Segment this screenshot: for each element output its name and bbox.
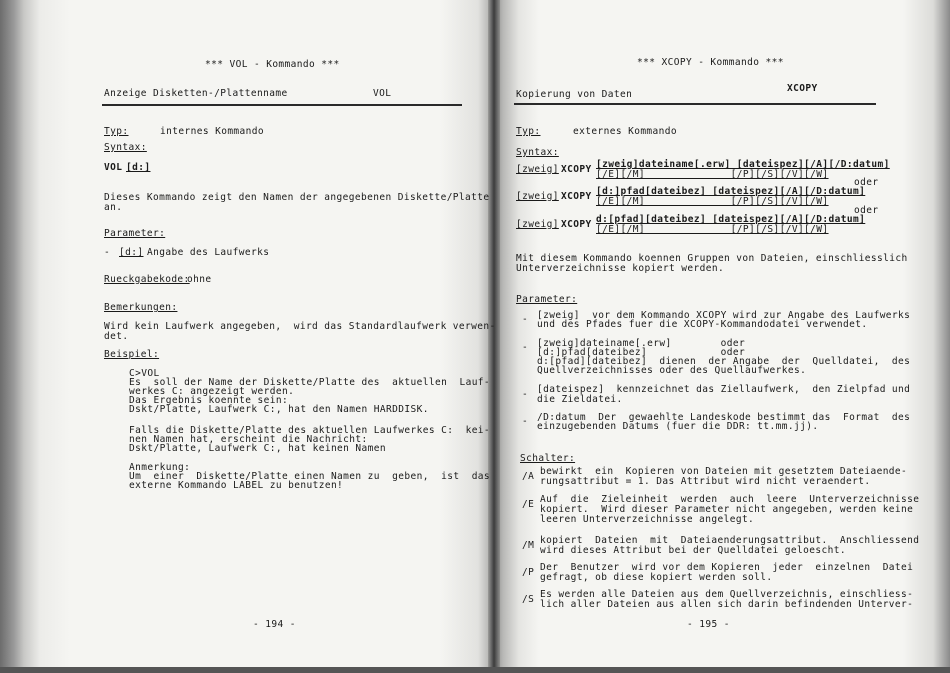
right-param-line: [dateispez] kennzeichnet das Ziellaufwerk, den Zielpfad und [537, 384, 911, 395]
right-param-line: [zweig]dateiname[.erw] oder [537, 338, 746, 349]
left-example-line: Das Ergebnis koennte sein: [129, 395, 289, 406]
left-param-code: [d:] [119, 247, 144, 258]
left-page-number: - 194 - [253, 619, 296, 630]
right-param-line: und des Pfades fuer die XCOPY-Kommandodatei verwendet. [537, 319, 868, 330]
left-typ-value: internes Kommando [160, 126, 265, 137]
right-param-dash: - [522, 314, 529, 325]
right-switch-flag: /E [522, 499, 535, 510]
right-switch-line: leeren Unterverzeichnisse angelegt. [540, 514, 755, 525]
right-syntax-cont: [/E][/M] [/P][/S][/V][/W] [596, 196, 829, 207]
left-example-line: Es soll der Name der Diskette/Platte des aktuellen Lauf- [129, 377, 491, 388]
left-rueck-label: Rueckgabekode: [104, 274, 190, 285]
left-example-line: Anmerkung: [129, 462, 191, 473]
right-param-line: d:[pfad][dateibez] dienen der Angabe der Quelldatei, des [537, 356, 911, 367]
left-bemerk-text-2: det. [104, 331, 129, 342]
right-page-number: - 195 - [687, 619, 730, 630]
right-switch-line: Auf die Zieleinheit werden auch leere Unterverzeichnisse [540, 494, 920, 505]
left-example-line: nen Namen hat, erscheint die Nachricht: [129, 434, 368, 445]
left-description-2: an. [104, 202, 123, 213]
right-switch-line: wird dieses Attribut bei der Quelldatei geloescht. [540, 545, 846, 556]
right-switch-line: rungsattribut = 1. Das Attribut wird nicht veraendert. [540, 476, 871, 487]
right-param-dash: - [522, 342, 529, 353]
left-bemerk-text-1: Wird kein Laufwerk angegeben, wird das Standardlaufwerk verwen- [104, 321, 496, 332]
left-parameter-label: Parameter: [104, 228, 166, 239]
right-switch-line: lich aller Dateien aus allen sich darin befindenden Unterver- [540, 599, 914, 610]
right-param-line: [zweig] vor dem Kommando XCOPY wird zur Angabe des Laufwerks [537, 310, 911, 321]
left-syntax-label: Syntax: [104, 142, 147, 153]
right-rule [514, 103, 876, 105]
right-switch-flag: /M [522, 540, 535, 551]
left-example-line: Falls die Diskette/Platte des aktuellen Laufwerkes C: kei- [129, 425, 491, 436]
right-param-dash: - [522, 416, 529, 427]
left-rueck-value: ohne [187, 274, 212, 285]
right-syntax-prefix: [zweig] [516, 219, 559, 230]
left-syntax-cmd: VOL [104, 162, 123, 173]
right-switch-line: kopiert. Wird dieser Parameter nicht angegeben, werden keine [540, 504, 914, 515]
right-schalter-label: Schalter: [520, 453, 576, 464]
left-bemerk-label: Bemerkungen: [104, 302, 178, 313]
right-heading: *** XCOPY - Kommando *** [637, 57, 784, 68]
right-intro-2: Unterverzeichnisse kopiert werden. [516, 263, 725, 274]
left-subtitle: Anzeige Disketten-/Plattenname [104, 88, 288, 99]
left-example-line: Dskt/Platte, Laufwerk C:, hat den Namen HARDDISK. [129, 404, 429, 415]
right-switch-flag: /P [522, 567, 535, 578]
right-switch-line: Es werden alle Dateien aus dem Quellverzeichnis, einschliess- [540, 589, 914, 600]
right-param-line: einzugebenden Datums (fuer die DDR: tt.mm.jj). [537, 421, 819, 432]
right-switch-flag: /A [522, 471, 535, 482]
left-example-line: C>VOL [129, 368, 160, 379]
left-example-line: Dskt/Platte, Laufwerk C:, hat keinen Namen [129, 443, 387, 454]
right-syntax-cmd: XCOPY [561, 191, 592, 202]
right-param-line: Quellverzeichnisses oder des Quellaufwerkes. [537, 365, 807, 376]
right-syntax-prefix: [zweig] [516, 164, 559, 175]
right-subtitle: Kopierung von Daten [516, 89, 633, 100]
left-heading: *** VOL - Kommando *** [205, 59, 340, 70]
right-typ-label: Typ: [516, 126, 541, 137]
left-param-dash: - [104, 247, 111, 258]
left-example-line: werkes C: angezeigt werden. [129, 386, 295, 397]
right-syntax-args: [d:]pfad[dateibez] [dateispez][/A][/D:datum] [596, 186, 866, 197]
left-syntax-param: [d:] [126, 162, 151, 173]
right-syntax-oder: oder [854, 177, 879, 188]
left-subtitle-cmd: VOL [373, 88, 392, 99]
bottom-shadow [0, 667, 950, 673]
right-switch-line: gefragt, ob diese kopiert werden soll. [540, 572, 773, 583]
right-syntax-cont: [/E][/M] [/P][/S][/V][/W] [596, 169, 829, 180]
right-switch-line: bewirkt ein Kopieren von Dateien mit gesetztem Dateiaende- [540, 466, 908, 477]
right-syntax-label: Syntax: [516, 147, 559, 158]
right-syntax-cont: [/E][/M] [/P][/S][/V][/W] [596, 224, 829, 235]
left-typ-label: Typ: [104, 126, 129, 137]
left-description-1: Dieses Kommando zeigt den Namen der angegebenen Diskette/Platte [104, 192, 490, 203]
right-param-line: [d:]pfad[dateibez] oder [537, 347, 746, 358]
right-typ-value: externes Kommando [573, 126, 678, 137]
right-syntax-oder: oder [854, 205, 879, 216]
left-example-line: externe Kommando LABEL zu benutzen! [129, 480, 344, 491]
left-param-text: Angabe des Laufwerks [147, 247, 270, 258]
right-syntax-args: [zweig]dateiname[.erw] [dateispez][/A][/D:datum] [596, 159, 890, 170]
right-subtitle-cmd: XCOPY [787, 83, 818, 94]
right-switch-line: Der Benutzer wird vor dem Kopieren jeder einzelnen Datei [540, 562, 914, 573]
right-param-line: die Zieldatei. [537, 394, 623, 405]
right-parameter-label: Parameter: [516, 294, 578, 305]
right-intro-1: Mit diesem Kommando koennen Gruppen von Dateien, einschliesslich [516, 253, 908, 264]
left-beispiel-label: Beispiel: [104, 349, 160, 360]
right-syntax-cmd: XCOPY [561, 164, 592, 175]
right-syntax-args: d:[pfad][dateibez] [dateispez][/A][/D:datum] [596, 214, 866, 225]
book-gutter [488, 0, 500, 673]
right-switch-line: kopiert Dateien mit Dateiaenderungsattribut. Anschliessend [540, 535, 920, 546]
left-example-line: Um einer Diskette/Platte einen Namen zu geben, ist das [129, 471, 491, 482]
right-syntax-cmd: XCOPY [561, 219, 592, 230]
right-param-dash: - [522, 389, 529, 400]
right-param-line: /D:datum Der gewaehlte Landeskode bestimmt das Format des [537, 412, 911, 423]
right-switch-flag: /S [522, 594, 535, 605]
left-rule [102, 104, 462, 106]
right-syntax-prefix: [zweig] [516, 191, 559, 202]
